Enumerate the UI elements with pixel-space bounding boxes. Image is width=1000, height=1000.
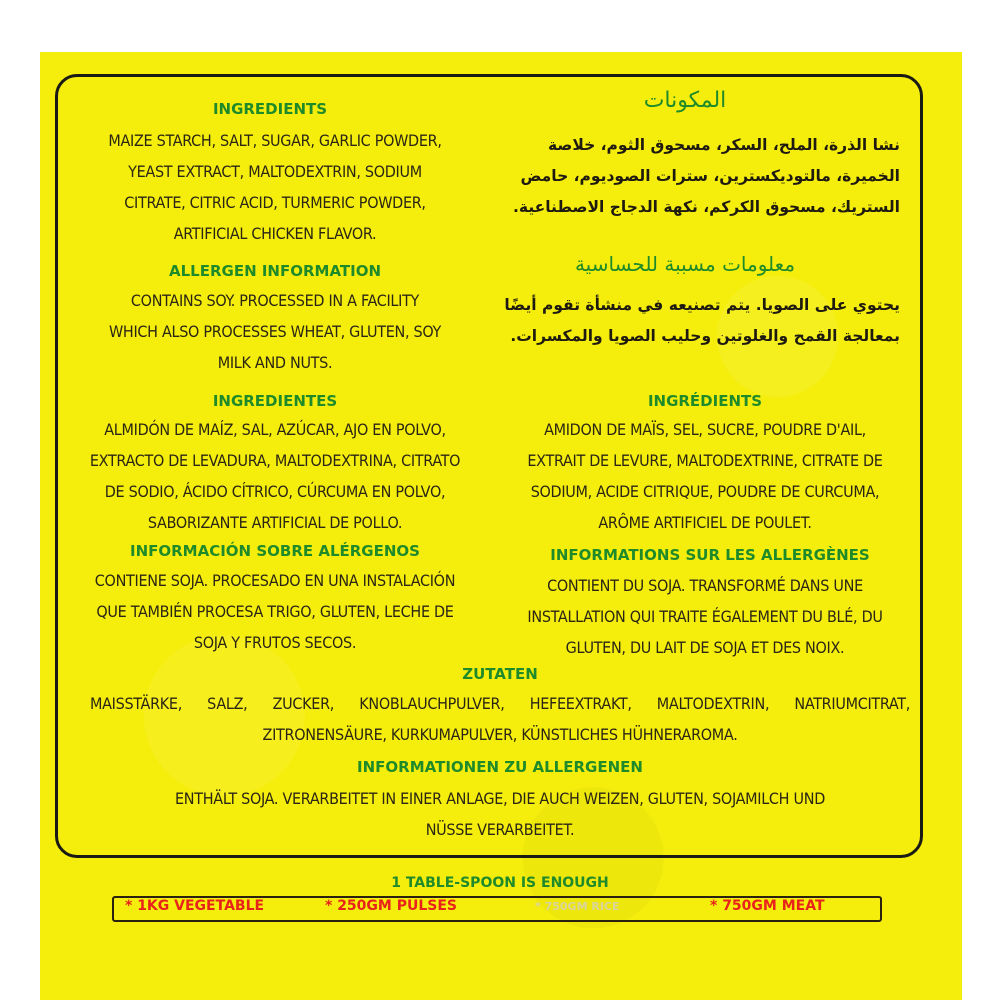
es-allergen-heading: INFORMACIÓN SOBRE ALÉRGENOS	[130, 542, 420, 560]
de-ingredients-text	[90, 688, 910, 750]
fr-ingredients-text	[505, 414, 905, 538]
fr-ingredients-line: AMIDON DE MAÏS, SEL, SUCRE, POUDRE D'AIL,	[544, 420, 866, 439]
usage-tagline: 1 TABLE-SPOON IS ENOUGH	[391, 875, 609, 891]
de-ingredients-line: ZITRONENSÄURE, KURKUMAPULVER, KÜNSTLICHES HÜHNERAROMA.	[262, 725, 738, 744]
usage-meat: * 750GM MEAT	[710, 898, 825, 914]
fr-allergen-heading: INFORMATIONS SUR LES ALLERGÈNES	[550, 546, 870, 564]
es-ingredients-text	[75, 414, 475, 538]
ar-ingredients-line: الستريك، مسحوق الكركم، نكهة الدجاج الاصطناعية.	[513, 198, 900, 216]
usage-vegetable: * 1KG VEGETABLE	[125, 898, 265, 914]
en-ingredients-line: ARTIFICIAL CHICKEN FLAVOR.	[173, 224, 377, 243]
ar-allergen-heading: معلومات مسببة للحساسية	[574, 252, 796, 276]
ar-ingredients-text	[500, 130, 900, 223]
ar-allergen-line: بمعالجة القمح والغلوتين وحليب الصويا والمكسرات.	[510, 327, 900, 345]
de-ingredients-heading: ZUTATEN	[462, 665, 538, 683]
en-ingredients-line: CITRATE, CITRIC ACID, TURMERIC POWDER,	[124, 193, 426, 212]
de-ingredients-line: MAISSTÄRKE, SALZ, ZUCKER, KNOBLAUCHPULVER, HEFEEXTRAKT, MALTODEXTRIN, NATRIUMCITRAT,	[90, 694, 910, 713]
es-ingredients-line: DE SODIO, ÁCIDO CÍTRICO, CÚRCUMA EN POLVO,	[104, 482, 446, 501]
en-ingredients-heading: INGREDIENTS	[212, 100, 328, 118]
usage-rice: * 750GM RICE	[535, 900, 620, 913]
es-ingredients-line: ALMIDÓN DE MAÍZ, SAL, AZÚCAR, AJO EN POLVO,	[104, 420, 446, 439]
fr-ingredients-line: EXTRAIT DE LEVURE, MALTODEXTRINE, CITRATE DE	[527, 451, 883, 470]
en-allergen-heading: ALLERGEN INFORMATION	[168, 262, 382, 280]
en-allergen-line: CONTAINS SOY. PROCESSED IN A FACILITY	[130, 291, 420, 310]
fr-ingredients-line: ARÔME ARTIFICIEL DE POULET.	[598, 513, 812, 532]
es-allergen-line: QUE TAMBIÉN PROCESA TRIGO, GLUTEN, LECHE DE	[96, 602, 454, 621]
de-allergen-line: ENTHÄLT SOJA. VERARBEITET IN EINER ANLAGE, DIE AUCH WEIZEN, GLUTEN, SOJAMILCH UND	[175, 789, 825, 808]
fr-allergen-line: GLUTEN, DU LAIT DE SOJA ET DES NOIX.	[565, 638, 845, 657]
en-ingredients-line: MAIZE STARCH, SALT, SUGAR, GARLIC POWDER,	[108, 131, 442, 150]
fr-ingredients-heading: INGRÉDIENTS	[647, 392, 763, 410]
en-ingredients-text	[75, 125, 475, 249]
ar-allergen-text	[500, 290, 900, 352]
ar-ingredients-line: الخميرة، مالتوديكسترين، سترات الصوديوم، حامض	[520, 167, 900, 185]
es-allergen-line: SOJA Y FRUTOS SECOS.	[193, 633, 357, 652]
es-allergen-line: CONTIENE SOJA. PROCESADO EN UNA INSTALACIÓN	[94, 571, 456, 590]
usage-pulses: * 250GM PULSES	[325, 898, 457, 914]
es-ingredients-line: SABORIZANTE ARTIFICIAL DE POLLO.	[147, 513, 403, 532]
fr-ingredients-line: SODIUM, ACIDE CITRIQUE, POUDRE DE CURCUMA,	[530, 482, 880, 501]
ar-ingredients-line: نشا الذرة، الملح، السكر، مسحوق الثوم، خلاصة	[547, 136, 900, 154]
ar-allergen-line: يحتوي على الصويا. يتم تصنيعه في منشأة تقوم أيضًا	[504, 296, 900, 314]
en-allergen-line: WHICH ALSO PROCESSES WHEAT, GLUTEN, SOY	[109, 322, 441, 341]
de-allergen-text	[90, 783, 910, 845]
de-allergen-line: NÜSSE VERARBEITET.	[425, 820, 575, 839]
de-allergen-heading: INFORMATIONEN ZU ALLERGENEN	[357, 758, 643, 776]
en-allergen-line: MILK AND NUTS.	[217, 353, 333, 372]
en-allergen-text	[75, 285, 475, 378]
ar-ingredients-heading: المكونات	[643, 88, 727, 113]
es-ingredients-heading: INGREDIENTES	[212, 392, 338, 410]
en-ingredients-line: YEAST EXTRACT, MALTODEXTRIN, SODIUM	[128, 162, 422, 181]
fr-allergen-line: INSTALLATION QUI TRAITE ÉGALEMENT DU BLÉ, DU	[527, 607, 883, 626]
es-allergen-text	[75, 565, 475, 658]
fr-allergen-text	[505, 570, 905, 663]
fr-allergen-line: CONTIENT DU SOJA. TRANSFORMÉ DANS UNE	[547, 576, 863, 595]
es-ingredients-line: EXTRACTO DE LEVADURA, MALTODEXTRINA, CITRATO	[89, 451, 461, 470]
